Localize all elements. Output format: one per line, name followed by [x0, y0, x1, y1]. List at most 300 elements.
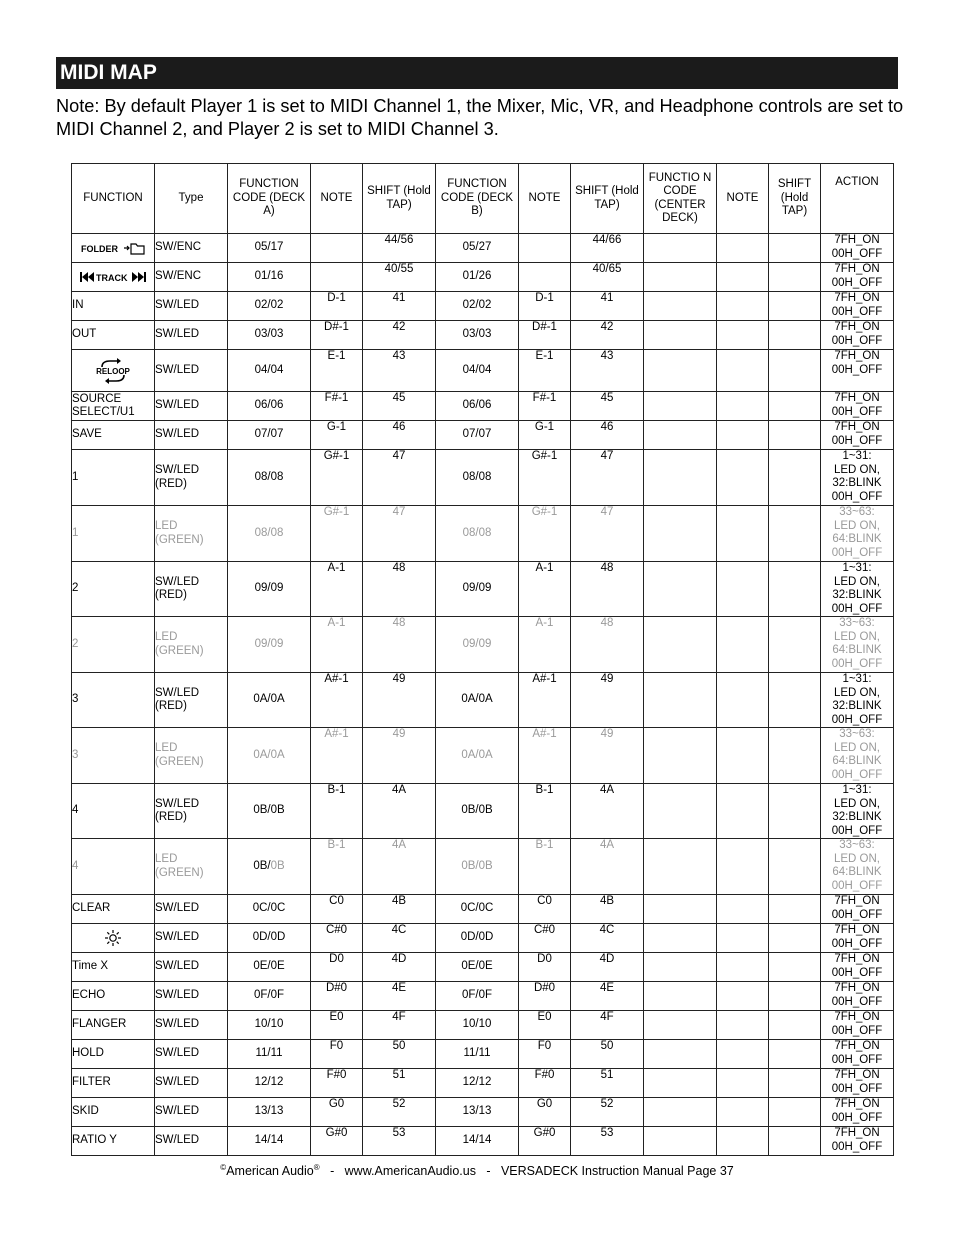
type-cell: SW/LED — [155, 321, 228, 350]
code-deck-b-cell: 0B/0B — [436, 839, 519, 895]
table-row — [72, 953, 894, 982]
action-cell: 7FH_ON 00H_OFF — [821, 421, 894, 450]
shift-deck-b-cell: 50 — [571, 1040, 644, 1069]
shift-deck-b-cell: 48 — [571, 617, 644, 673]
note-deck-a-cell: A-1 — [311, 617, 363, 673]
note-deck-a-cell: B-1 — [311, 784, 363, 839]
shift-deck-b-cell: 47 — [571, 450, 644, 506]
note-deck-a-cell: F#-1 — [311, 392, 363, 421]
type-cell: SW/LED — [155, 1040, 228, 1069]
note-deck-a-cell: G0 — [311, 1098, 363, 1127]
type-cell: SW/LED — [155, 421, 228, 450]
function-cell: HOLD — [72, 1040, 155, 1069]
intro-note: Note: By default Player 1 is set to MIDI Channel 1, the Mixer, Mic, VR, and Headphone controls are set to MIDI Channel 2, and Player 2 is set to MIDI Channel 3. — [56, 96, 904, 139]
shift-center-cell — [769, 350, 821, 392]
shift-deck-b-cell: 42 — [571, 321, 644, 350]
note-deck-b-cell: A-1 — [519, 562, 571, 617]
table-row — [72, 350, 894, 392]
function-cell: 4 — [72, 784, 155, 839]
track-icon — [78, 271, 148, 283]
code-part: 0B — [270, 859, 285, 872]
note-deck-a-cell: E-1 — [311, 350, 363, 392]
function-cell: IN — [72, 292, 155, 321]
action-cell: 33~63: LED ON, 64:BLINK 00H_OFF — [821, 839, 894, 895]
code-deck-a-cell: 0E/0E — [228, 953, 311, 982]
action-cell: 7FH_ON 00H_OFF — [821, 321, 894, 350]
code-center-cell — [644, 1040, 717, 1069]
shift-center-cell — [769, 506, 821, 562]
note-deck-a-cell: D-1 — [311, 292, 363, 321]
code-deck-b-cell: 13/13 — [436, 1098, 519, 1127]
code-center-cell — [644, 263, 717, 292]
function-cell: 4 — [72, 839, 155, 895]
note-deck-a-cell: D#0 — [311, 982, 363, 1011]
type-cell: SW/LED — [155, 1127, 228, 1156]
table-row — [72, 1011, 894, 1040]
code-deck-a-cell: 0A/0A — [228, 728, 311, 784]
code-deck-b-cell: 09/09 — [436, 617, 519, 673]
note-center-cell — [717, 421, 769, 450]
shift-deck-b-cell: 44/66 — [571, 234, 644, 263]
function-cell: 2 — [72, 617, 155, 673]
code-deck-a-cell: 08/08 — [228, 506, 311, 562]
shift-deck-a-cell: 4E — [363, 982, 436, 1011]
function-cell: SOURCE SELECT/U1 — [72, 392, 155, 421]
code-center-cell — [644, 1069, 717, 1098]
note-center-cell — [717, 728, 769, 784]
note-center-cell — [717, 1127, 769, 1156]
code-center-cell — [644, 350, 717, 392]
code-deck-b-cell: 05/27 — [436, 234, 519, 263]
shift-deck-b-cell: 49 — [571, 673, 644, 728]
action-cell: 7FH_ON 00H_OFF — [821, 982, 894, 1011]
code-deck-a-cell: 0C/0C — [228, 895, 311, 924]
table-row — [72, 263, 894, 292]
code-deck-a-cell: 02/02 — [228, 292, 311, 321]
note-deck-b-cell: A-1 — [519, 617, 571, 673]
type-cell: SW/ENC — [155, 234, 228, 263]
code-deck-a-cell: 12/12 — [228, 1069, 311, 1098]
column-header: NOTE — [717, 164, 769, 234]
shift-deck-b-cell: 4A — [571, 784, 644, 839]
shift-center-cell — [769, 234, 821, 263]
column-header: Type — [155, 164, 228, 234]
shift-center-cell — [769, 728, 821, 784]
note-deck-b-cell: G#-1 — [519, 450, 571, 506]
table-body — [72, 234, 894, 1156]
action-cell: 7FH_ON 00H_OFF — [821, 292, 894, 321]
code-deck-b-cell: 12/12 — [436, 1069, 519, 1098]
midi-map-table — [71, 163, 894, 1156]
note-deck-b-cell: G-1 — [519, 421, 571, 450]
action-cell: 7FH_ON 00H_OFF — [821, 953, 894, 982]
table-row — [72, 392, 894, 421]
function-cell: 1 — [72, 506, 155, 562]
code-deck-b-cell: 03/03 — [436, 321, 519, 350]
type-cell: SW/LED (RED) — [155, 784, 228, 839]
code-deck-a-cell: 11/11 — [228, 1040, 311, 1069]
function-cell: SKID — [72, 1098, 155, 1127]
shift-deck-a-cell: 47 — [363, 450, 436, 506]
type-cell: LED (GREEN) — [155, 728, 228, 784]
action-cell: 7FH_ON 00H_OFF — [821, 392, 894, 421]
footer-text: - www.AmericanAudio.us - VERSADECK Instruction Manual Page 37 — [319, 1164, 734, 1179]
note-deck-a-cell: C#0 — [311, 924, 363, 953]
action-cell: 7FH_ON 00H_OFF — [821, 350, 894, 392]
light-icon — [104, 932, 122, 944]
column-header: FUNCTION CODE (DECK A) — [228, 164, 311, 234]
code-center-cell — [644, 321, 717, 350]
code-deck-a-cell: 14/14 — [228, 1127, 311, 1156]
code-deck-a-cell: 03/03 — [228, 321, 311, 350]
code-center-cell — [644, 1098, 717, 1127]
shift-deck-a-cell: 52 — [363, 1098, 436, 1127]
shift-deck-a-cell: 41 — [363, 292, 436, 321]
column-header: FUNCTION CODE (DECK B) — [436, 164, 519, 234]
shift-center-cell — [769, 1127, 821, 1156]
note-center-cell — [717, 784, 769, 839]
function-cell: OUT — [72, 321, 155, 350]
column-header: NOTE — [311, 164, 363, 234]
code-deck-a-cell: 06/06 — [228, 392, 311, 421]
code-center-cell — [644, 234, 717, 263]
type-cell: SW/LED — [155, 1011, 228, 1040]
function-cell: FILTER — [72, 1069, 155, 1098]
note-deck-a-cell — [311, 263, 363, 292]
code-center-cell — [644, 895, 717, 924]
note-center-cell — [717, 392, 769, 421]
note-deck-a-cell: A#-1 — [311, 673, 363, 728]
column-header: FUNCTION — [72, 164, 155, 234]
column-header: SHIFT (Hold TAP) — [571, 164, 644, 234]
shift-deck-a-cell: 47 — [363, 506, 436, 562]
table-row — [72, 924, 894, 953]
note-deck-b-cell: C#0 — [519, 924, 571, 953]
note-center-cell — [717, 263, 769, 292]
svg-text:TRACK: TRACK — [96, 272, 128, 283]
note-deck-a-cell: G-1 — [311, 421, 363, 450]
shift-deck-b-cell: 4D — [571, 953, 644, 982]
table-row — [72, 562, 894, 617]
shift-deck-a-cell: 4A — [363, 839, 436, 895]
shift-deck-b-cell: 45 — [571, 392, 644, 421]
note-center-cell — [717, 506, 769, 562]
table-row — [72, 839, 894, 895]
code-deck-b-cell: 10/10 — [436, 1011, 519, 1040]
column-header: FUNCTIO N CODE (CENTER DECK) — [644, 164, 717, 234]
note-deck-a-cell: B-1 — [311, 839, 363, 895]
note-deck-a-cell: F0 — [311, 1040, 363, 1069]
shift-deck-a-cell: 40/55 — [363, 263, 436, 292]
note-deck-b-cell: D-1 — [519, 292, 571, 321]
shift-center-cell — [769, 562, 821, 617]
type-cell: LED (GREEN) — [155, 506, 228, 562]
type-cell: SW/LED (RED) — [155, 673, 228, 728]
shift-deck-a-cell: 53 — [363, 1127, 436, 1156]
code-center-cell — [644, 1011, 717, 1040]
note-center-cell — [717, 350, 769, 392]
code-center-cell — [644, 673, 717, 728]
column-header: SHIFT (Hold TAP) — [769, 164, 821, 234]
note-deck-b-cell: G0 — [519, 1098, 571, 1127]
shift-center-cell — [769, 263, 821, 292]
shift-deck-b-cell: 47 — [571, 506, 644, 562]
note-center-cell — [717, 1098, 769, 1127]
type-cell: SW/LED (RED) — [155, 450, 228, 506]
note-center-cell — [717, 292, 769, 321]
column-header: ACTION — [821, 164, 894, 234]
function-cell — [72, 350, 155, 392]
code-deck-a-cell: 05/17 — [228, 234, 311, 263]
code-deck-a-cell: 0A/0A — [228, 673, 311, 728]
shift-deck-b-cell: 4F — [571, 1011, 644, 1040]
note-center-cell — [717, 924, 769, 953]
table-row — [72, 1040, 894, 1069]
action-cell: 1~31: LED ON, 32:BLINK 00H_OFF — [821, 673, 894, 728]
note-deck-a-cell — [311, 234, 363, 263]
code-deck-a-cell: 01/16 — [228, 263, 311, 292]
code-deck-b-cell: 0A/0A — [436, 728, 519, 784]
shift-deck-b-cell: 4B — [571, 895, 644, 924]
shift-center-cell — [769, 895, 821, 924]
code-center-cell — [644, 839, 717, 895]
note-center-cell — [717, 450, 769, 506]
page-title: MIDI MAP — [56, 57, 898, 89]
note-center-cell — [717, 562, 769, 617]
type-cell: SW/ENC — [155, 263, 228, 292]
code-center-cell — [644, 953, 717, 982]
action-cell: 1~31: LED ON, 32:BLINK 00H_OFF — [821, 450, 894, 506]
shift-deck-a-cell: 49 — [363, 673, 436, 728]
type-cell: SW/LED (RED) — [155, 562, 228, 617]
footer-brand: American Audio — [226, 1164, 314, 1179]
shift-deck-b-cell: 40/65 — [571, 263, 644, 292]
note-center-cell — [717, 673, 769, 728]
function-cell — [72, 263, 155, 292]
code-center-cell — [644, 392, 717, 421]
action-cell: 33~63: LED ON, 64:BLINK 00H_OFF — [821, 617, 894, 673]
table-row — [72, 421, 894, 450]
shift-deck-a-cell: 4C — [363, 924, 436, 953]
code-deck-b-cell: 0A/0A — [436, 673, 519, 728]
shift-deck-a-cell: 48 — [363, 562, 436, 617]
shift-center-cell — [769, 1098, 821, 1127]
shift-center-cell — [769, 839, 821, 895]
shift-deck-a-cell: 45 — [363, 392, 436, 421]
shift-deck-a-cell: 42 — [363, 321, 436, 350]
header-row — [72, 164, 894, 234]
shift-deck-b-cell: 53 — [571, 1127, 644, 1156]
code-center-cell — [644, 506, 717, 562]
shift-center-cell — [769, 321, 821, 350]
note-center-cell — [717, 982, 769, 1011]
shift-deck-a-cell: 49 — [363, 728, 436, 784]
svg-text:RELOOP: RELOOP — [96, 366, 130, 376]
note-center-cell — [717, 1069, 769, 1098]
table-row — [72, 895, 894, 924]
table-row — [72, 292, 894, 321]
note-deck-a-cell: G#0 — [311, 1127, 363, 1156]
note-deck-b-cell: E-1 — [519, 350, 571, 392]
note-center-cell — [717, 321, 769, 350]
code-deck-a-cell: 04/04 — [228, 350, 311, 392]
shift-center-cell — [769, 784, 821, 839]
note-center-cell — [717, 1040, 769, 1069]
action-cell: 7FH_ON 00H_OFF — [821, 924, 894, 953]
note-deck-b-cell: A#-1 — [519, 673, 571, 728]
type-cell: SW/LED — [155, 392, 228, 421]
action-cell: 7FH_ON 00H_OFF — [821, 263, 894, 292]
shift-deck-a-cell: 43 — [363, 350, 436, 392]
note-deck-b-cell: F0 — [519, 1040, 571, 1069]
shift-center-cell — [769, 450, 821, 506]
note-deck-b-cell — [519, 234, 571, 263]
function-cell: 1 — [72, 450, 155, 506]
note-center-cell — [717, 895, 769, 924]
code-deck-b-cell: 06/06 — [436, 392, 519, 421]
table-row — [72, 1098, 894, 1127]
action-cell: 7FH_ON 00H_OFF — [821, 234, 894, 263]
shift-deck-b-cell: 4E — [571, 982, 644, 1011]
table-row — [72, 617, 894, 673]
type-cell: SW/LED — [155, 895, 228, 924]
type-cell: SW/LED — [155, 350, 228, 392]
code-deck-b-cell: 08/08 — [436, 450, 519, 506]
note-deck-a-cell: A#-1 — [311, 728, 363, 784]
table-row — [72, 728, 894, 784]
note-deck-b-cell: B-1 — [519, 839, 571, 895]
shift-deck-b-cell: 46 — [571, 421, 644, 450]
shift-deck-b-cell: 4A — [571, 839, 644, 895]
code-deck-b-cell: 0E/0E — [436, 953, 519, 982]
code-center-cell — [644, 617, 717, 673]
function-cell: CLEAR — [72, 895, 155, 924]
note-deck-b-cell: F#0 — [519, 1069, 571, 1098]
shift-deck-b-cell: 4C — [571, 924, 644, 953]
note-center-cell — [717, 1011, 769, 1040]
code-deck-b-cell: 08/08 — [436, 506, 519, 562]
function-cell — [72, 234, 155, 263]
table-row — [72, 1127, 894, 1156]
shift-deck-b-cell: 52 — [571, 1098, 644, 1127]
note-deck-a-cell: D0 — [311, 953, 363, 982]
shift-deck-a-cell: 4D — [363, 953, 436, 982]
code-deck-a-cell: 0D/0D — [228, 924, 311, 953]
function-cell: 3 — [72, 728, 155, 784]
note-deck-a-cell: C0 — [311, 895, 363, 924]
code-center-cell — [644, 292, 717, 321]
table-row — [72, 784, 894, 839]
note-deck-b-cell: B-1 — [519, 784, 571, 839]
table-row — [72, 1069, 894, 1098]
code-center-cell — [644, 562, 717, 617]
shift-deck-a-cell: 4A — [363, 784, 436, 839]
shift-center-cell — [769, 1069, 821, 1098]
note-deck-b-cell: G#0 — [519, 1127, 571, 1156]
code-deck-a-cell: 13/13 — [228, 1098, 311, 1127]
shift-deck-b-cell: 43 — [571, 350, 644, 392]
shift-deck-a-cell: 48 — [363, 617, 436, 673]
action-cell: 7FH_ON 00H_OFF — [821, 1040, 894, 1069]
code-deck-b-cell: 01/26 — [436, 263, 519, 292]
function-cell: ECHO — [72, 982, 155, 1011]
registered-mark: ® — [313, 1163, 320, 1172]
action-cell: 33~63: LED ON, 64:BLINK 00H_OFF — [821, 506, 894, 562]
type-cell: SW/LED — [155, 1098, 228, 1127]
code-deck-b-cell: 09/09 — [436, 562, 519, 617]
code-deck-b-cell: 0C/0C — [436, 895, 519, 924]
function-cell — [72, 924, 155, 953]
shift-center-cell — [769, 1040, 821, 1069]
shift-deck-a-cell: 50 — [363, 1040, 436, 1069]
code-deck-a-cell: 09/09 — [228, 617, 311, 673]
shift-center-cell — [769, 982, 821, 1011]
shift-center-cell — [769, 673, 821, 728]
code-center-cell — [644, 784, 717, 839]
note-deck-b-cell: D#0 — [519, 982, 571, 1011]
note-deck-b-cell: D#-1 — [519, 321, 571, 350]
code-deck-a-cell: 0F/0F — [228, 982, 311, 1011]
function-cell: 3 — [72, 673, 155, 728]
shift-deck-b-cell: 48 — [571, 562, 644, 617]
code-deck-b-cell: 14/14 — [436, 1127, 519, 1156]
column-header: NOTE — [519, 164, 571, 234]
column-header: SHIFT (Hold TAP) — [363, 164, 436, 234]
code-deck-b-cell: 0B/0B — [436, 784, 519, 839]
code-deck-b-cell: 07/07 — [436, 421, 519, 450]
note-deck-a-cell: E0 — [311, 1011, 363, 1040]
code-center-cell — [644, 982, 717, 1011]
action-cell: 7FH_ON 00H_OFF — [821, 1011, 894, 1040]
shift-center-cell — [769, 392, 821, 421]
action-cell: 7FH_ON 00H_OFF — [821, 1127, 894, 1156]
note-deck-a-cell: D#-1 — [311, 321, 363, 350]
shift-deck-b-cell: 51 — [571, 1069, 644, 1098]
note-center-cell — [717, 617, 769, 673]
code-center-cell — [644, 421, 717, 450]
shift-deck-a-cell: 4F — [363, 1011, 436, 1040]
shift-deck-a-cell: 46 — [363, 421, 436, 450]
table-row — [72, 321, 894, 350]
code-deck-a-cell — [228, 839, 311, 895]
note-center-cell — [717, 839, 769, 895]
note-deck-a-cell: A-1 — [311, 562, 363, 617]
function-cell: 2 — [72, 562, 155, 617]
folder-icon — [80, 242, 146, 254]
type-cell: SW/LED — [155, 982, 228, 1011]
code-deck-a-cell: 07/07 — [228, 421, 311, 450]
code-deck-b-cell: 0F/0F — [436, 982, 519, 1011]
action-cell: 1~31: LED ON, 32:BLINK 00H_OFF — [821, 562, 894, 617]
type-cell: SW/LED — [155, 1069, 228, 1098]
action-cell: 1~31: LED ON, 32:BLINK 00H_OFF — [821, 784, 894, 839]
code-center-cell — [644, 1127, 717, 1156]
function-cell: SAVE — [72, 421, 155, 450]
shift-deck-a-cell: 4B — [363, 895, 436, 924]
reloop-icon — [90, 365, 136, 377]
table-row — [72, 673, 894, 728]
type-cell: LED (GREEN) — [155, 839, 228, 895]
table-row — [72, 450, 894, 506]
copyright-mark: © — [220, 1163, 227, 1172]
type-cell: SW/LED — [155, 953, 228, 982]
code-center-cell — [644, 728, 717, 784]
type-cell: LED (GREEN) — [155, 617, 228, 673]
shift-center-cell — [769, 292, 821, 321]
action-cell: 7FH_ON 00H_OFF — [821, 1098, 894, 1127]
note-deck-b-cell: C0 — [519, 895, 571, 924]
code-deck-b-cell: 04/04 — [436, 350, 519, 392]
